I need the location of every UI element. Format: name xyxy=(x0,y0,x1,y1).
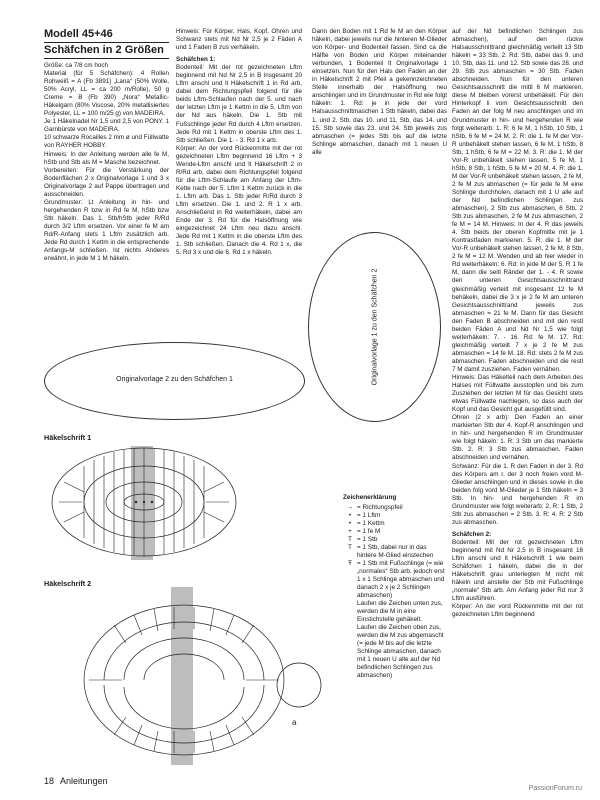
stuffing-paragraph: Hinweis: Das Häkelteil nach dem Arbeiten des Halses mit Füllwatte ausstopfen und bis zum Zusziehen der letzten M für das Gesicht stets etwas Füllwatte nachlegen, so dass auch der Kopf und das Gesicht gut ausgefüllt sind. xyxy=(452,374,583,414)
chart-2-title: Häkelschrift 2 xyxy=(44,579,92,588)
legend-item xyxy=(343,504,447,512)
foundation-double-crochet-icon: Ŧ xyxy=(348,560,352,567)
template-oval-1 xyxy=(308,232,441,422)
section-name: Anleitungen xyxy=(60,776,108,786)
back-loop-double-crochet-icon: T xyxy=(348,544,352,551)
direction-arrow-icon: → xyxy=(346,504,354,511)
size-paragraph: Größe: ca 7/8 cm hoch xyxy=(44,62,109,69)
page-number: 18 xyxy=(44,776,55,786)
legend-text: = 1 Stb xyxy=(357,536,378,543)
neck-paragraph: auf der Nd befindlichen Schlingen zus abmaschen), auf den rückw Halsausschnittrand gleichmäßig verteilt 13 Stb häkeln = 33 Stb. 2. Rd: Stb, dabei das 9. und 10. Stb, das 11. und 12. Stb sowie das 28. und 29. Stb zus abmaschen = 30 Stb. Faden abschneiden. Nun für den unteren Gesichtsausschnitt die mittl 6 M markieren, diese M bleiben vorerst unbehäkelt. Für den Hinterkopf li vom Gesichtsausschnitt den Faden an der folg M neu anschlingen und im Grundmuster in hin- und hergehenden R wie folgt weiterarb: 1. R: 6 fe M, 1 hStb, 10 Stb, 1 hStb, 6 fe M = 24 M. 2. R: die 1. fe M der Vor-R unbehäkelt stehen lassen, 6 fe M, 1 hStb, 8 Stb, 1 hStb, 6 fe M = 22 M. 3. R: die 1. M der Vor-R unbehäkelt stehen lassen, 5 fe M, 1 hStb, 8 Stb, 1 hStb, 5 fe M = 20 M. 4. R: die 1. M der Vor-R unbehäkelt stehen lassen, 2 fe M, 2 fe M zus abmaschen (= für jede fe M eine Schlinge durchholen, danach mit 1 U alle auf der Nd befindlichen Schlingen zus abmaschen), 2 Stb zus abmaschen, 6 Stb, 2 Stb zus abmaschen, 2 fe M zus abmaschen, 2 fe M = 14 M. Hinweis: In der 4. R das jeweils 4. Stb beids der oberen Kopfmitte mit je 1 Kontrastfaden markieren. 5. R: die 1. M der Vor-R unbehäkelt stehen lassen, 2 fe M, 8 Stb, 2 fe M = 12 M. Wenden und ab hier wieder in Rd weiterhäkeln: 6. Rd: in jede M der 5. R 1 fe M, dann die seitl Ränder der 1. - 4. R sowie den unteren Gesichtsausschnittrand gleichmäßig verteilt mit insgesamt 12 fe M behäkeln, dabei die 3 x je 2 fe M am unteren Gesichtsausschnittrand jeweils zus abmaschen = 21 fe M. Dann für das Gesicht den Faden B abschneiden und mit den restl beiden Fäden A und Nd Nr 1,5 wie folgt weiterhäkeln: 7. - 16. Rd: fe M. 17. Rd: gleichmäßig verteilt 7 x je 2 fe M zus abmaschen = 14 fe M. 18. Rd: stets 2 fe M zus abmaschen. Faden abschneiden und die restl 7 M damit zusziehen. Faden vernähen. xyxy=(452,28,583,373)
legend-text: = 1 Stb mit Fußschlinge (= wie „normales“ Stb arb. jedoch erst 1 x 1 Schlinge abmaschen und danach 2 x je 2 Schlingen abmaschen) xyxy=(357,560,445,599)
text-column-3 xyxy=(312,28,447,157)
double-crochet-icon: T xyxy=(348,536,352,543)
template-oval-2 xyxy=(44,342,305,420)
slip-stitch-icon: • xyxy=(348,520,352,527)
legend-text: Laufen die Zeichen oben zus, werden die M zus abgemascht (= jede M bis auf die letzte Schlinge abmaschen, danach mit 1 neuen U alle auf der Nd befindlichen Schlingen zus abmaschen) xyxy=(357,624,444,679)
legend-item xyxy=(343,528,447,536)
body-paragraph-2: Körper: An der vord Rückenmitte mit der rot gezeichneten Lftm beginnend xyxy=(452,603,583,619)
template-oval-1-label: Originalvorlage 1 zu den Schäfchen 2 xyxy=(371,268,378,386)
legend-title: Zeichenerklärung xyxy=(343,494,397,501)
body-paragraph: Körper: An der vord Rückenmitte mit der rot gezeichneten Lftm beginnend 16 Lftm + 3 Wende-Lftm anschl und lt Häkelschrift 2 in R/Rd arb, dabei dem Richtungspfeil folgend für die Lftm-Schlaufe am Anfang der Lftm-Kette nach der 5. Lftm 1 Kettm zurück in die 1. Lftm arb. Das 1. Stb jeder R/Rd durch 3 Lftm ersetzen. Die 1. und 2. R 1 x arb. Anschließend in Rd weiterhäkeln, dabei am Ende der 3. Rd für die Halsöffnung wie eingezeichnet 24 Lftm neu dazu anschl. Jede Rd mit 1 Kettm in die oberste Lftm des 1. Stb schließen. Danach die 4. Rd 1 x, die 5. Rd 3 x und die 6. Rd 1 x häkeln. xyxy=(176,144,302,257)
legend-item xyxy=(343,512,447,520)
sheep-1-heading: Schäfchen 1: xyxy=(176,56,216,64)
text-column-4 xyxy=(452,28,583,619)
legend-text: = 1 Lftm xyxy=(357,512,381,519)
hint-paragraph-2: Hinweis: Für Körper, Hals, Kopf, Ohren und Schwanz stets mit Nd Nr 2,5 je 2 Fäden A und 1 Faden B zus verhäkeln. xyxy=(176,28,302,52)
legend-item xyxy=(343,560,447,600)
prepare-paragraph: Vorbereiten: Für die Verstärkung der Bodenflächen 2 x Originalvorlage 1 und 3 x Originalvorlage 2 auf Pappe übertragen und ausschneiden. xyxy=(44,166,169,198)
ears-paragraph: Ohren (2 x arb): Den Faden an einer markierten Stb der 4. Kopf-R anschlingen und in hin- und hergehenden R im Grundmuster wie folgt häkeln: 1. R: 3 Stb um das markierte Stb. 2. R: 3 Stb zus abmaschen. Faden abschneiden und vernähen. xyxy=(452,414,583,462)
text-column-1 xyxy=(44,62,169,263)
beads-paragraph: 10 schwarze Rocailles 2 mm ø und Füllwatte von RAYHER HOBBY. xyxy=(44,134,169,150)
legend-text: = 1 Stb, dabei nur in das hintere M-Glied einstechen xyxy=(357,544,434,559)
hooks-paragraph: Je 1 Häkelnadel Nr 1,5 und 2,5 von PONY. 1 Garnbürste von MADEIRA. xyxy=(44,118,169,134)
page-footer xyxy=(44,776,108,786)
legend-text: = 1 Kettm xyxy=(357,520,385,527)
legend-text: Laufen die Zeichen unten zus, werden die M in eine Einstichstelle gehäkelt. xyxy=(357,600,443,623)
crochet-chart-1 xyxy=(44,444,244,562)
legend-text: = 1 fe M xyxy=(357,528,381,535)
tail-paragraph: Schwanz: Für die 1. R den Faden in der 3. Rd des Körpers am r. der 3 noch freien vord M-Glieder anschlingen und in dieses sowie in die beiden folg vord M-Glieder je 1 Stb häkeln = 3 Stb. In hin- und hergehenden R im Grundmuster wie folgt weiterarb: 2. R: 1 Stb, 2 Stb zus abmaschen = 2 Stb. 3. R: 4. R: 2 Stb zus abmaschen. xyxy=(452,462,583,526)
material-paragraph: Material (für 5 Schäfchen): 4 Rollen Rohweiß = A (Fb 3891) „Lana“ (50% Wolle, 50% Acryl, LL = ca 200 m/Rolle), 50 g Creme = B (Fb 390) „Nora“ Metallic-Häkelgarn (80% Viscose, 20% metallisiertes Polyester, LL = 100 m/25 g) von MADEIRA. xyxy=(44,70,169,118)
chart-1-title: Häkelschrift 1 xyxy=(44,433,92,442)
legend-item xyxy=(343,536,447,544)
legend-item xyxy=(343,624,447,680)
base-paragraph: Bodenteil: Mit der rot gezeichneten Lftm beginnend mit Nd Nr 2,5 in B insgesamt 20 Lftm anschl und lt Häkelschrift 1 in Rd arb, dabei dem Richtungspfeil folgend für die beids Lftm-Schlaufen nach der 5. und nach der letzten Lftm je 1 Kettm in die 5. Lftm von der Nd aus häkeln. Die 1. Stb mit Fußschlinge jeder Rd durch 4 Lftm ersetzen. Jede Rd mit 1 Kettm in oberste Lftm des 1. Stb schließen. Die 1. - 3. Rd 1 x arb. xyxy=(176,64,302,144)
legend-text: = Richtungspfeil xyxy=(357,504,403,511)
single-crochet-icon: + xyxy=(348,528,352,535)
pattern-paragraph: Grundmuster: Lt Anleitung in hin- und hergehenden R bzw in Rd fe M, hStb bzw Stb häkeln. Das 1. Stb/hStb jeder R/Rd durch 3/2 Lftm ersetzen. Vor einer fe M am Rd/R-Anfang stets 1 Lftm zusätzlich arb. Jede Rd durch 1 Kettm in die entsprechende Anfangs-M schließen. Ist nichts Anderes erwähnt, in jede M 1 M häkeln. xyxy=(44,198,169,263)
base-paragraph-2: Bodenteil: Mit der rot gezeichneten Lftm beginnend mit Nd Nr 2,5 in B insgesamt 16 Lftm anschl und lt Häkelschrift 1 wie beim Schäfchen 1 häkeln, dabei die in der Häkelschrift grau unterlegten M nicht mit häkeln und anstelle der Stb mit Fußschlinge „normale“ Stb arb. Am Anfang jeder Rd nur 3 Lftm ausführen. xyxy=(452,538,583,603)
template-oval-2-label: Originalvorlage 2 zu den Schäfchen 1 xyxy=(116,376,233,383)
symbol-legend xyxy=(343,494,447,680)
hint-paragraph: Hinweis: In der Anleitung werden alle fe M, hStb und Stb als M = Masche bezeichnet. xyxy=(44,150,169,166)
page-title: Modell 45+46 xyxy=(44,28,169,43)
page-subtitle: Schäfchen in 2 Größen xyxy=(44,44,169,59)
arrow-a-label: a xyxy=(292,718,297,727)
legend-item xyxy=(343,520,447,528)
text-column-2 xyxy=(176,28,302,257)
sheep-2-heading: Schäfchen 2: xyxy=(452,530,492,538)
legend-item xyxy=(343,600,447,624)
legend-item xyxy=(343,544,447,560)
crochet-chart-2 xyxy=(44,585,344,767)
watermark: PassionForum.ru xyxy=(528,785,582,792)
assembly-paragraph: Dann den Boden mit 1 Rd fe M an den Körper häkeln, dabei jeweils nur die hinteren M-Glieder von Körper- und Bodenteil fassen. Sind ca die Hälfte von Boden und Körper miteinander verbunden, 1 Bodenteil lt Originalvorlage 1 einsetzen. Nun für den Hals den Faden an der in Häkelschrift 2 mit Pfeil a gekennzeichneten Stelle innerhalb der Halsöffnung neu anschlingen und im Grundmuster in Rd wie folgt häkeln: 1. Rd: je in jede der vord Halsausschnittmaschen 1 Stb häkeln, dabei das 1. und 2. Stb, das 10. und 11. Stb, das 14. und 15. Stb sowie das 23. und 24. Stb jeweils zus abmaschen (= jedes Stb bis auf die letzte Schlinge abmaschen, danach mit 1 neuen U alle xyxy=(312,28,447,156)
chain-stitch-icon: • xyxy=(348,512,352,519)
